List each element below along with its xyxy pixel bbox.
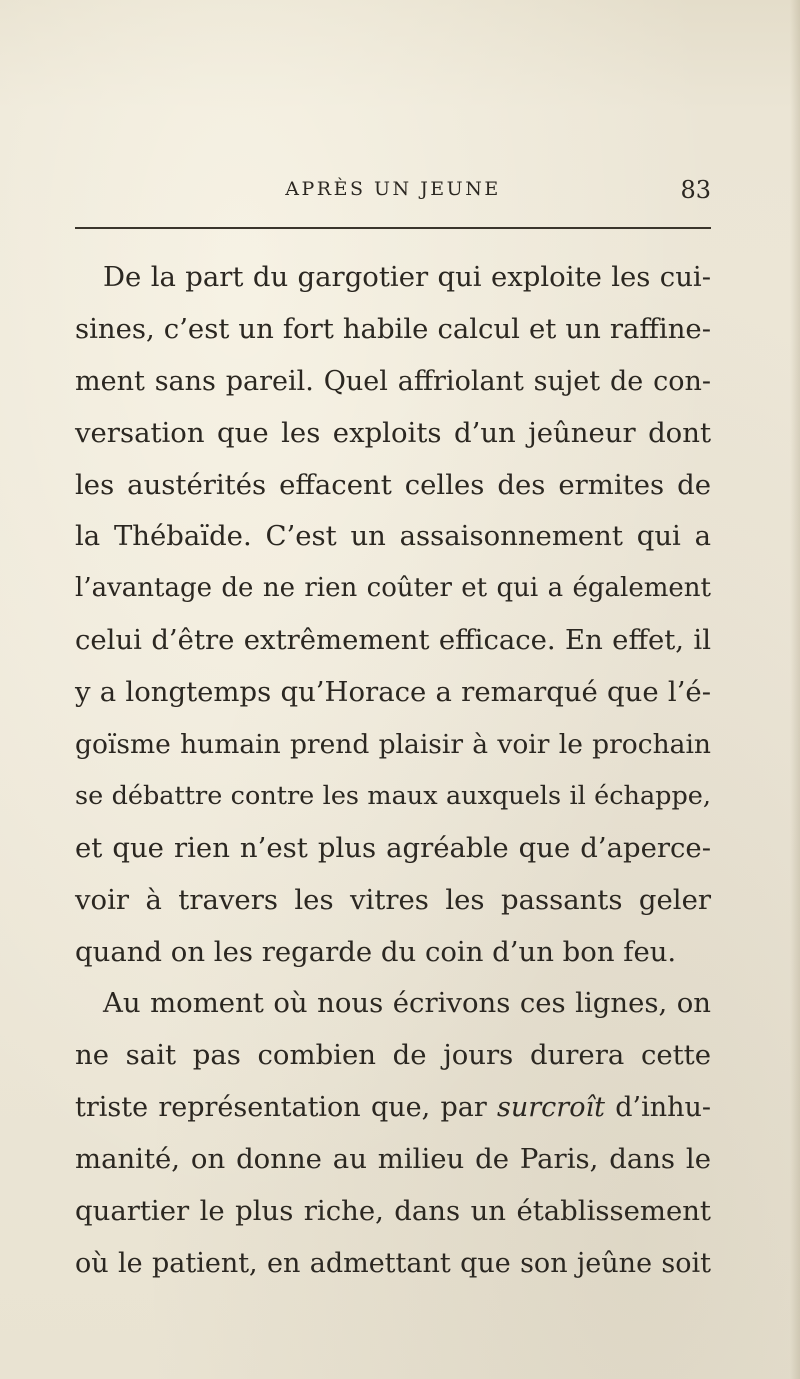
text-line: goïsme humain prend plaisir à voir le prochain — [75, 729, 711, 761]
italic-word: surcroît — [497, 1092, 605, 1124]
page-number: 83 — [680, 176, 711, 204]
text-segment: d’inhu- — [604, 1092, 711, 1124]
text-line: la Thébaïde. C’est un assaisonnement qui a — [75, 520, 711, 553]
text-line: où le patient, en admettant que son jeûne soit — [75, 1247, 711, 1279]
page-header — [75, 176, 711, 210]
text-line: versation que les exploits d’un jeûneur dont — [75, 416, 711, 449]
paragraph-2 — [75, 978, 711, 1289]
text-line: les austérités effacent celles des ermites de — [75, 468, 711, 501]
text-line: quartier le plus riche, dans un établissement — [75, 1195, 711, 1228]
page-edge-shadow — [790, 0, 800, 1379]
running-title: APRÈS UN JEUNE — [285, 178, 501, 200]
header-rule — [75, 227, 711, 229]
text-line: manité, on donne au milieu de Paris, dans le — [75, 1143, 711, 1176]
text-line: De la part du gargotier qui exploite les cui- — [103, 261, 711, 293]
text-line: se débattre contre les maux auxquels il échappe, — [75, 780, 711, 811]
paragraph-1 — [75, 252, 711, 978]
text-line: quand on les regarde du coin d’un bon feu. — [75, 935, 677, 968]
text-line: sines, c’est un fort habile calcul et un raffine- — [75, 312, 711, 345]
text-segment: triste représentation que, par — [75, 1092, 498, 1124]
text-line: et que rien n’est plus agréable que d’aperce- — [75, 831, 711, 864]
text-line: ment sans pareil. Quel affriolant sujet de con- — [75, 365, 711, 397]
text-line: y a longtemps qu’Horace a remarqué que l’é- — [75, 676, 711, 709]
text-line: celui d’être extrêmement efficace. En effet, il — [75, 624, 711, 657]
text-line: Au moment où nous écrivons ces lignes, on — [103, 987, 711, 1020]
text-line: ne sait pas combien de jours durera cette — [75, 1039, 711, 1072]
text-line: l’avantage de ne rien coûter et qui a également — [75, 573, 711, 604]
text-line-with-italic — [75, 1082, 711, 1134]
body-text — [75, 252, 711, 1290]
text-line: voir à travers les vitres les passants geler — [75, 883, 711, 916]
